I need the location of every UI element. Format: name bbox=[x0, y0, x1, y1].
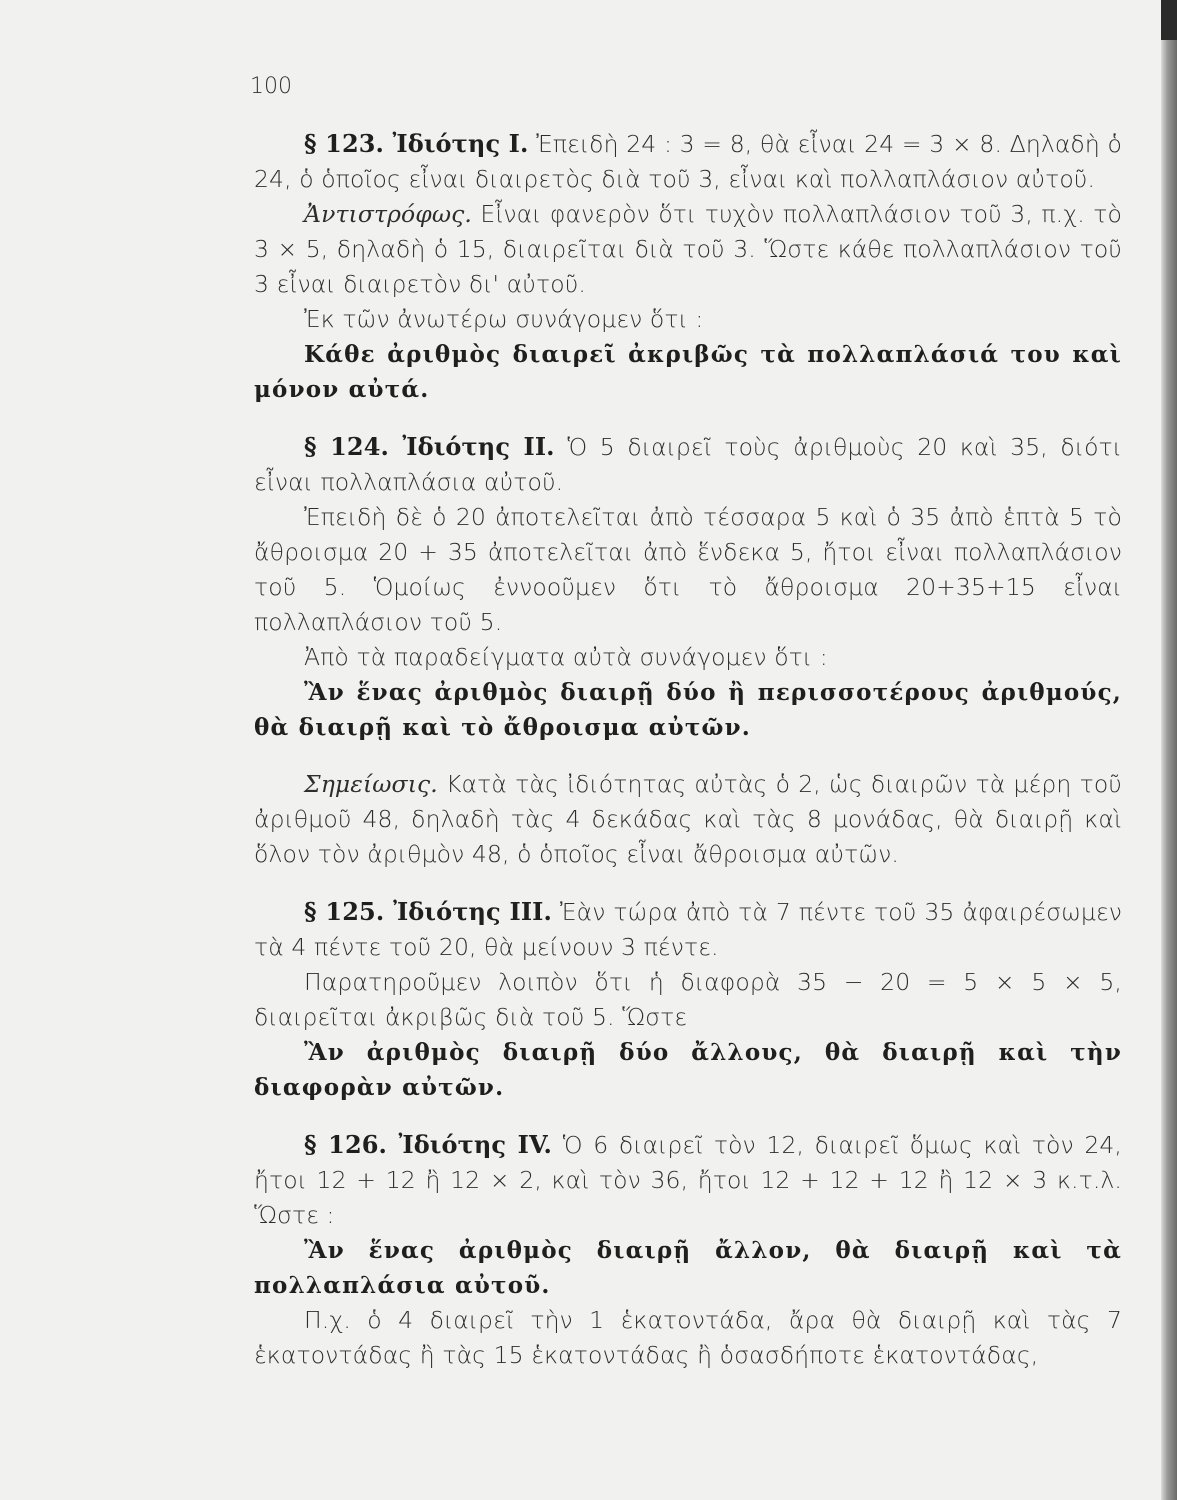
rule-statement bbox=[254, 1233, 1122, 1303]
section-heading: § 124. Ἰδιότης II. bbox=[304, 432, 555, 461]
page-corner bbox=[1161, 0, 1177, 40]
example-paragraph: Π.χ. ὁ 4 διαιρεῖ τὴν 1 ἑκατοντάδα, ἄρα θὰ διαιρῇ καὶ τὰς 7 ἑκατοντάδας ἢ τὰς 15 ἑκατοντάδας ἢ ὁσασδήποτε ἑκατοντάδας, bbox=[254, 1306, 1122, 1369]
rule-text: Κάθε ἀριθμὸς διαιρεῖ ἀκριβῶς τὰ πολλαπλάσιά του καὶ μόνον αὐτά. bbox=[254, 341, 1122, 403]
italic-lead: Σημείωσις. bbox=[304, 770, 438, 798]
paragraph: Παρατηροῦμεν λοιπὸν ὅτι ἡ διαφορὰ 35 − 20 = 5 × 5 × 5, διαιρεῖται ἀκριβῶς διὰ τοῦ 5. Ὥστε bbox=[254, 968, 1122, 1031]
paragraph-text: Κατὰ τὰς ἰδιότητας αὐτὰς ὁ 2, ὡς διαιρῶν τὰ μέρη τοῦ ἀριθμοῦ 48, δηλαδὴ τὰς 4 δεκάδας καὶ τὰς 8 μονάδας, θὰ διαιρῇ καὶ ὅλον τὸν ἀριθμὸν 48, ὁ ὁποῖος εἶναι ἄθροισμα αὐτῶν. bbox=[254, 770, 1122, 868]
page-body bbox=[254, 126, 1122, 1373]
paragraph-text: Ὁ 6 διαιρεῖ τὸν 12, διαιρεῖ ὅμως καὶ τὸν 24, ἤτοι 12 + 12 ἢ 12 × 2, καὶ τὸν 36, ἤτοι 12 + 12 + 12 ἢ 12 × 3 κ.τ.λ. Ὥστε : bbox=[254, 1131, 1123, 1229]
note-paragraph bbox=[254, 767, 1122, 872]
section-heading: § 123. Ἰδιότης I. bbox=[304, 129, 529, 158]
italic-lead: Ἀντιστρόφως. bbox=[304, 200, 472, 228]
paragraph-text: Ἐπειδὴ 24 : 3 = 8, θὰ εἶναι 24 = 3 × 8. Δηλαδὴ ὁ 24, ὁ ὁποῖος εἶναι διαιρετὸς διὰ τοῦ 3, εἶναι καὶ πολλαπλάσιον αὐτοῦ. bbox=[254, 130, 1122, 193]
conclusion-intro: Ἀπὸ τὰ παραδείγματα αὐτὰ συνάγομεν ὅτι : bbox=[304, 643, 828, 671]
rule-statement bbox=[254, 675, 1122, 745]
paragraph: Ἐπειδὴ δὲ ὁ 20 ἀποτελεῖται ἀπὸ τέσσαρα 5 καὶ ὁ 35 ἀπὸ ἑπτὰ 5 τὸ ἄθροισμα 20 + 35 ἀποτελεῖται ἀπὸ ἕνδεκα 5, ἤτοι εἶναι πολλαπλάσιον τοῦ 5. Ὁμοίως ἐννοοῦμεν ὅτι τὸ ἄθροισμα 20+35+15 εἶναι πολλαπλάσιον τοῦ 5. bbox=[254, 503, 1122, 636]
rule-statement bbox=[254, 1035, 1122, 1105]
section-heading: § 125. Ἰδιότης III. bbox=[304, 897, 552, 926]
paragraph-text: Ὁ 5 διαιρεῖ τοὺς ἀριθμοὺς 20 καὶ 35, διότι εἶναι πολλαπλάσια αὐτοῦ. bbox=[254, 433, 1122, 496]
page-edge-shadow bbox=[1161, 0, 1177, 1500]
section-heading: § 126. Ἰδιότης IV. bbox=[304, 1130, 552, 1159]
section-123-paragraph bbox=[254, 126, 1122, 197]
rule-text: Ἂν ἀριθμὸς διαιρῇ δύο ἄλλους, θὰ διαιρῇ καὶ τὴν διαφορὰν αὐτῶν. bbox=[254, 1039, 1122, 1101]
paragraph-text: Ἐὰν τώρα ἀπὸ τὰ 7 πέντε τοῦ 35 ἀφαιρέσωμεν τὰ 4 πέντε τοῦ 20, θὰ μείνουν 3 πέντε. bbox=[254, 898, 1122, 961]
conclusion-intro: Ἐκ τῶν ἀνωτέρω συνάγομεν ὅτι : bbox=[304, 305, 704, 333]
rule-text: Ἂν ἕνας ἀριθμὸς διαιρῇ δύο ἢ περισσοτέρους ἀριθμούς, θὰ διαιρῇ καὶ τὸ ἄθροισμα αὐτῶν. bbox=[254, 679, 1122, 741]
section-124-paragraph bbox=[254, 429, 1122, 500]
section-126-paragraph bbox=[254, 1127, 1122, 1233]
rule-text: Ἂν ἕνας ἀριθμὸς διαιρῇ ἄλλον, θὰ διαιρῇ καὶ τὰ πολλαπλάσια αὐτοῦ. bbox=[254, 1237, 1122, 1299]
rule-statement bbox=[254, 337, 1122, 407]
converse-paragraph bbox=[254, 197, 1122, 302]
section-125-paragraph bbox=[254, 894, 1122, 965]
paragraph-text: Εἶναι φανερὸν ὅτι τυχὸν πολλαπλάσιον τοῦ 3, π.χ. τὸ 3 × 5, δηλαδὴ ὁ 15, διαιρεῖται διὰ τοῦ 3. Ὥστε κάθε πολλαπλάσιον τοῦ 3 εἶναι διαιρετὸν δι' αὐτοῦ. bbox=[254, 200, 1122, 298]
page-number: 100 bbox=[250, 74, 292, 99]
